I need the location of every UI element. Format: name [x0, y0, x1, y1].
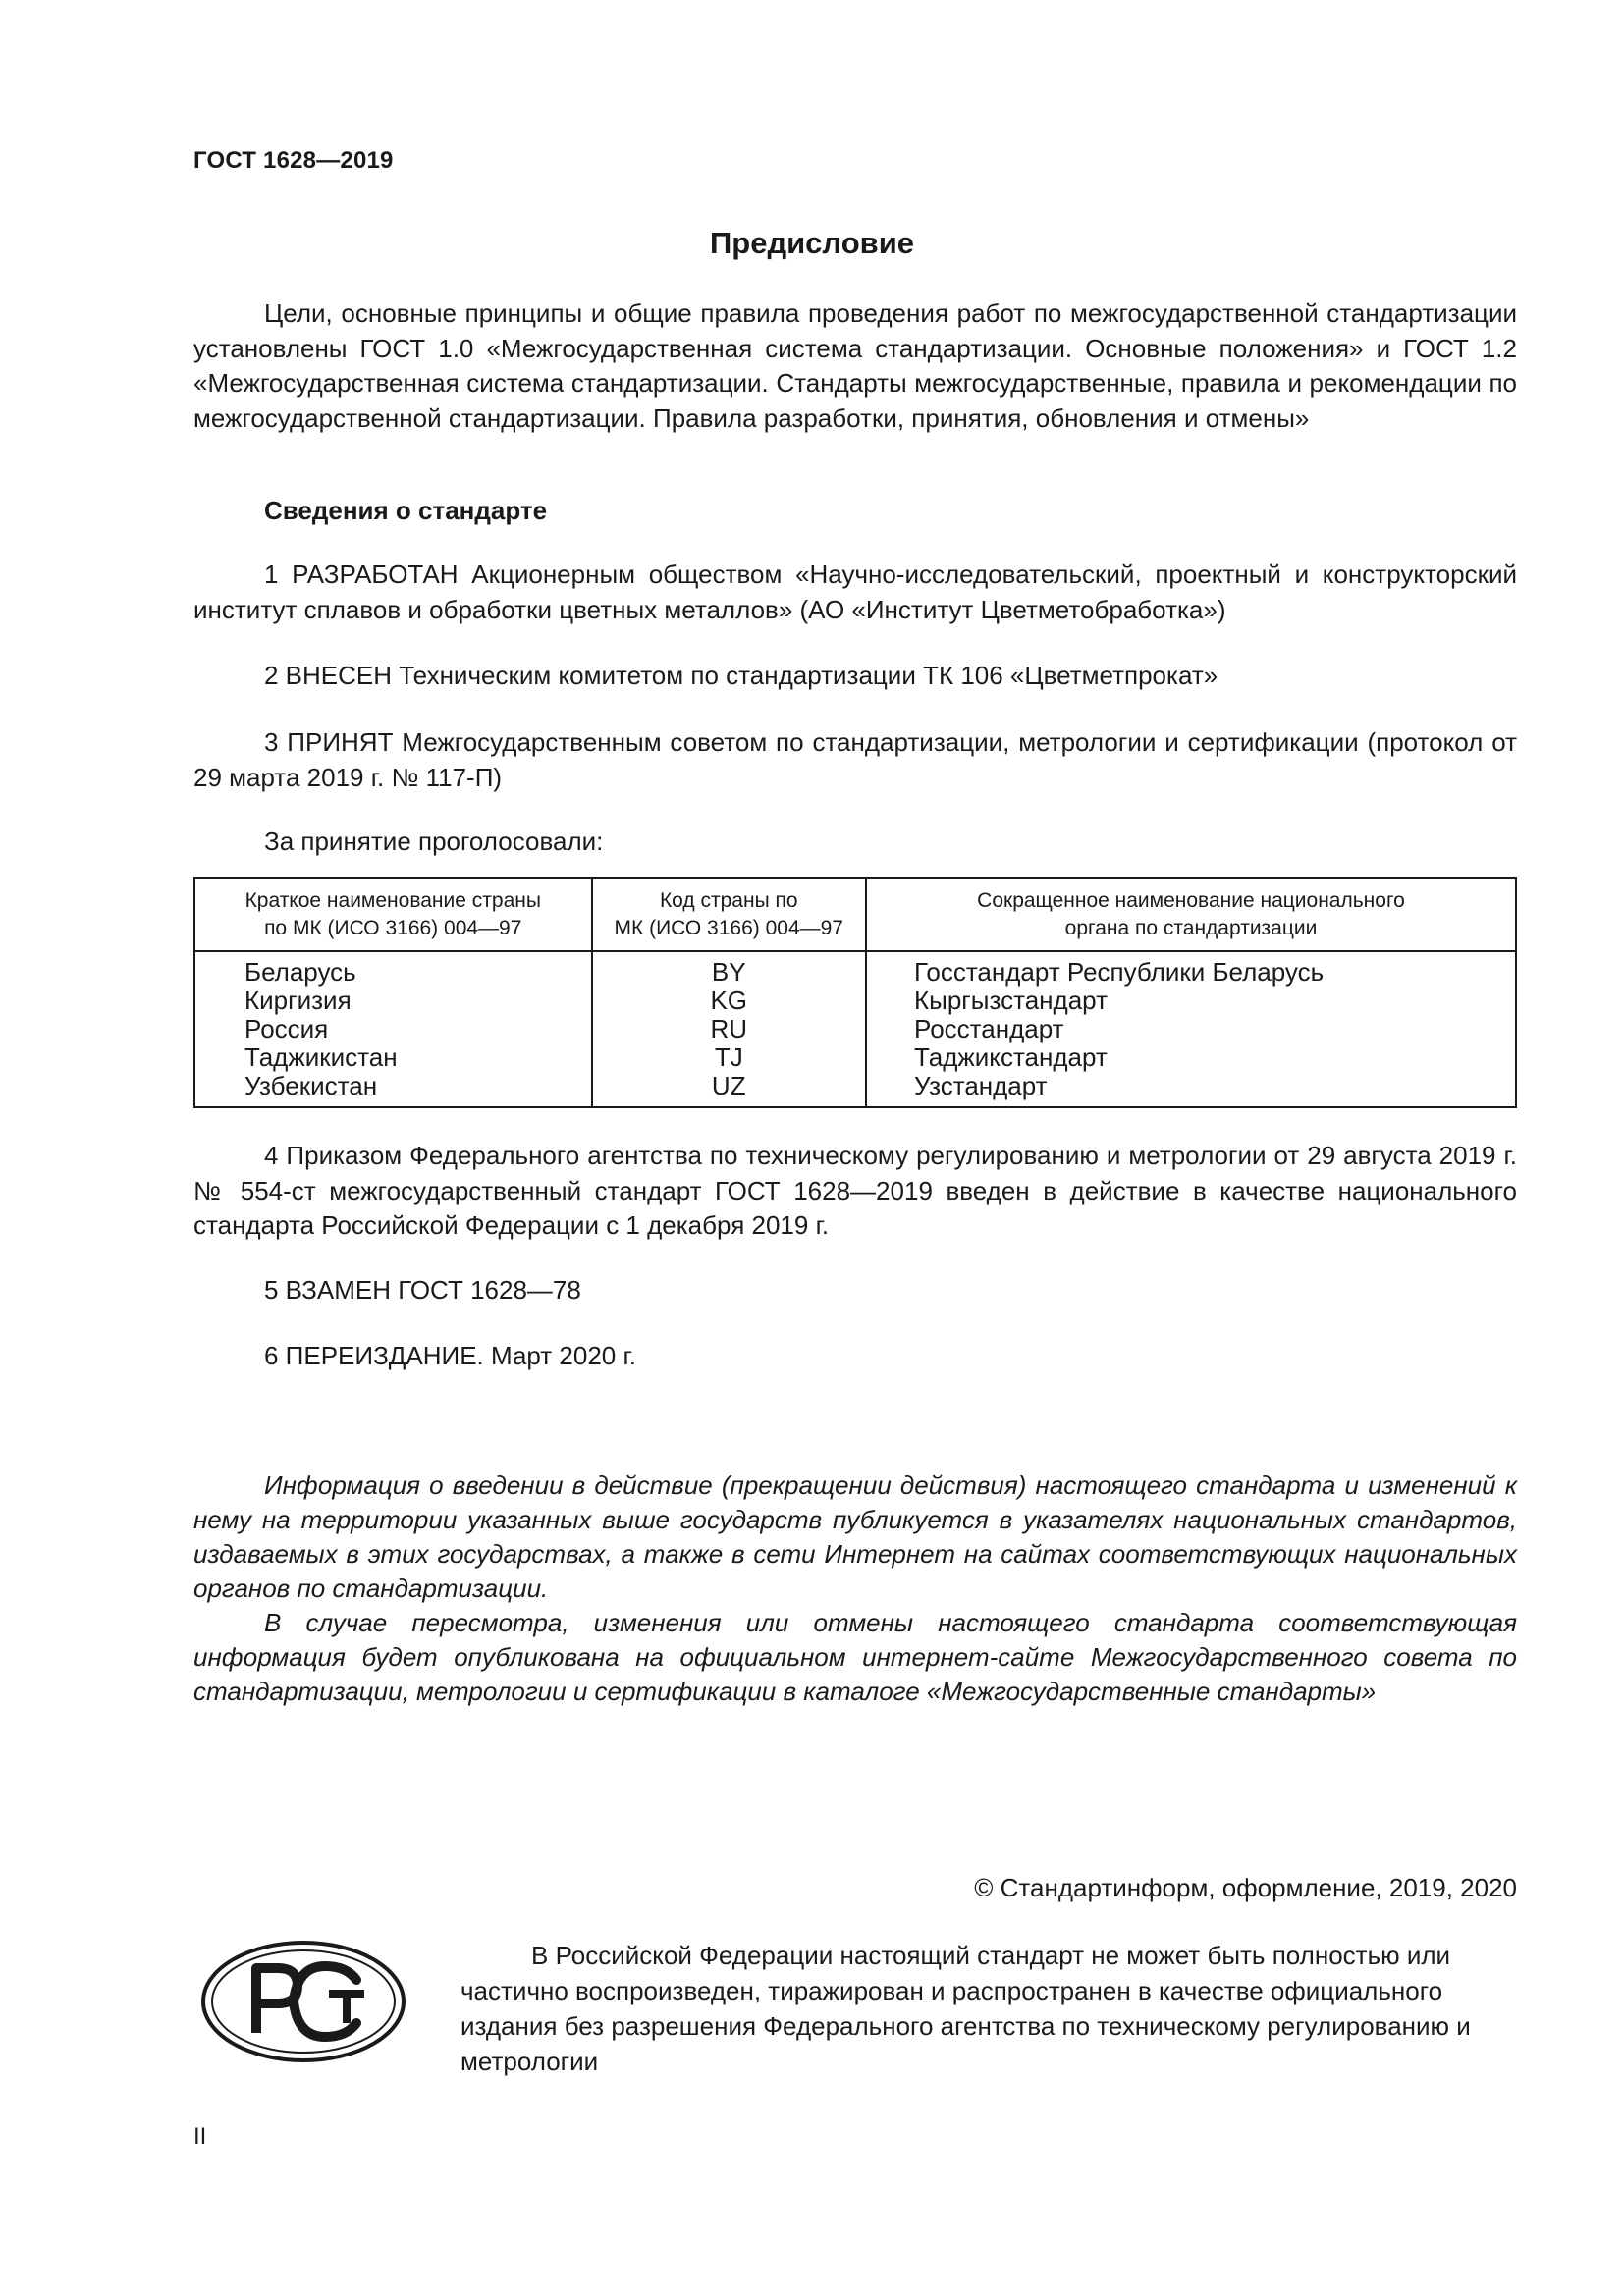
header-country-name [194, 878, 592, 951]
info-paragraph-2: В случае пересмотра, изменения или отмены настоящего стандарта соответствующая информация будет опубликована на официальном интернет-сайте Межгосударственного совета по стандартизации, метрологии и сертификации в каталоге «Межгосударственные стандарты» [193, 1608, 1517, 1706]
cell-country: Россия [194, 1015, 592, 1043]
document-code: ГОСТ 1628—2019 [193, 147, 394, 174]
cell-country: Беларусь [194, 951, 592, 987]
item-reissue: 6 ПЕРЕИЗДАНИЕ. Март 2020 г. [264, 1341, 637, 1370]
section-heading: Сведения о стандарте [264, 496, 548, 525]
vote-table-header-row [194, 878, 1516, 951]
header-country-code-line2: МК (ИСО 3166) 004—97 [614, 916, 843, 939]
rst-certification-mark-icon [199, 1939, 407, 2064]
header-country-code [592, 878, 867, 951]
header-national-body-line2: органа по стандартизации [1064, 916, 1318, 939]
cell-body: Росстандарт [866, 1015, 1516, 1043]
header-country-code-line1: Код страны по [659, 888, 798, 912]
table-row [194, 951, 1516, 987]
cell-country: Киргизия [194, 987, 592, 1015]
item-enacted: 4 Приказом Федерального агентства по техническому регулированию и метрологии от 29 августа 2019 г. № 554-ст межгосударственный стандарт ГОСТ 1628—2019 введен в действие в качестве национального стандарта Российской Федерации с 1 декабря 2019 г. [193, 1141, 1517, 1240]
header-national-body [866, 878, 1516, 951]
item-developed: 1 РАЗРАБОТАН Акционерным обществом «Научно-исследовательский, проектный и конструкторский институт сплавов и обработки цветных металлов» (АО «Институт Цветметобработка») [193, 560, 1517, 624]
cell-code: UZ [592, 1072, 867, 1107]
header-country-name-line1: Краткое наименование страны [244, 888, 541, 912]
cell-code: KG [592, 987, 867, 1015]
page-number: II [193, 2123, 207, 2150]
cell-body: Кыргызстандарт [866, 987, 1516, 1015]
table-row [194, 1015, 1516, 1043]
copyright-notice: В Российской Федерации настоящий стандарт не может быть полностью или частично воспроизведен, тиражирован и распространен в качестве официального издания без разрешения Федерального агентства по техническому регулированию и метрологии [460, 1941, 1471, 2076]
item-adopted: 3 ПРИНЯТ Межгосударственным советом по стандартизации, метрологии и сертификации (протокол от 29 марта 2019 г. № 117-П) [193, 727, 1517, 792]
vote-table [193, 877, 1517, 1108]
item-submitted: 2 ВНЕСЕН Техническим комитетом по стандартизации ТК 106 «Цветметпрокат» [264, 661, 1218, 690]
header-country-name-line2: по МК (ИСО 3166) 004—97 [264, 916, 522, 939]
cell-body: Узстандарт [866, 1072, 1516, 1107]
vote-intro: За принятие проголосовали: [264, 827, 604, 856]
cell-country: Таджикистан [194, 1043, 592, 1072]
info-block [193, 1468, 1517, 1709]
copyright-line: © Стандартинформ, оформление, 2019, 2020 [974, 1873, 1517, 1902]
intro-paragraph: Цели, основные принципы и общие правила проведения работ по межгосударственной стандартизации установлены ГОСТ 1.0 «Межгосударственная система стандартизации. Основные положения» и ГОСТ 1.2 «Межгосударственная система стандартизации. Стандарты межгосударственные, правила и рекомендации по межгосударственной стандартизации. Правила разработки, принятия, обновления и отмены» [193, 298, 1517, 433]
table-row [194, 1072, 1516, 1107]
page-title: Предисловие [709, 226, 914, 260]
table-row [194, 1043, 1516, 1072]
item-replaces: 5 ВЗАМЕН ГОСТ 1628—78 [264, 1275, 581, 1305]
cell-country: Узбекистан [194, 1072, 592, 1107]
info-paragraph-1: Информация о введении в действие (прекращении действия) настоящего стандарта и изменений к нему на территории указанных выше государств публикуется в указателях национальных стандартов, издаваемых в этих государствах, а также в сети Интернет на сайтах соответствующих национальных органов по стандартизации. [193, 1470, 1517, 1603]
cell-code: RU [592, 1015, 867, 1043]
cell-code: TJ [592, 1043, 867, 1072]
table-row [194, 987, 1516, 1015]
cell-body: Госстандарт Республики Беларусь [866, 951, 1516, 987]
cell-body: Таджикстандарт [866, 1043, 1516, 1072]
header-national-body-line1: Сокращенное наименование национального [977, 888, 1405, 912]
cell-code: BY [592, 951, 867, 987]
